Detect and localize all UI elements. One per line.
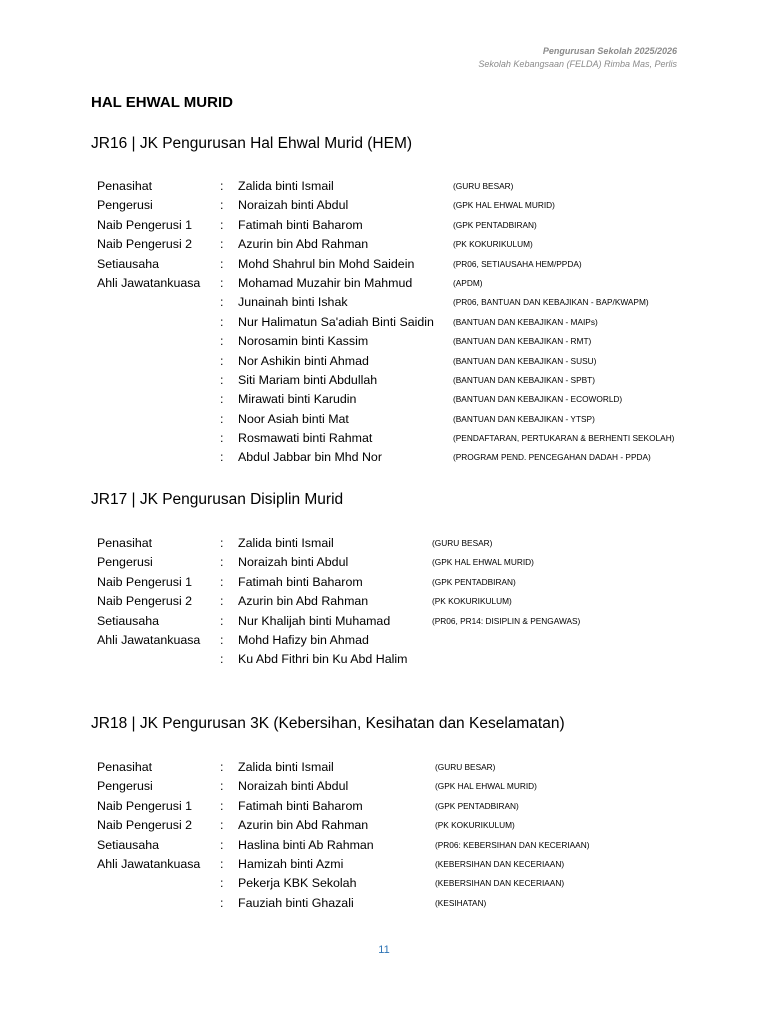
member-name: Nor Ashikin binti Ahmad [238, 353, 369, 368]
member-row [97, 758, 697, 777]
section-title-jr16: JR16 | JK Pengurusan Hal Ehwal Murid (HEM) [91, 135, 413, 152]
member-name: Zalida binti Ismail [238, 760, 334, 774]
separator-colon: : [220, 256, 224, 271]
separator-colon: : [220, 613, 224, 628]
member-row [97, 352, 697, 371]
member-role: Naib Pengerusi 1 [97, 217, 193, 232]
member-role: Pengerusi [97, 555, 153, 570]
separator-colon: : [220, 353, 224, 368]
separator-colon: : [220, 555, 224, 570]
member-name: Mohd Hafizy bin Ahmad [238, 632, 369, 647]
member-row [97, 313, 697, 332]
member-name: Noor Asiah binti Mat [238, 411, 349, 426]
committee-list-jr16 [97, 177, 697, 468]
member-note: (GPK HAL EHWAL MURID) [435, 781, 537, 792]
separator-colon: : [220, 652, 224, 667]
member-name: Hamizah binti Azmi [238, 856, 344, 871]
separator-colon: : [220, 295, 224, 310]
member-role: Naib Pengerusi 2 [97, 818, 193, 833]
member-name: Siti Mariam binti Abdullah [238, 372, 378, 387]
member-row [97, 177, 697, 196]
section-title-jr17: JR17 | JK Pengurusan Disiplin Murid [91, 491, 344, 508]
committee-list-jr18 [97, 758, 697, 913]
member-note: (PK KOKURIKULUM) [432, 596, 512, 607]
member-role: Pengerusi [97, 779, 153, 794]
separator-colon: : [220, 895, 224, 910]
member-note: (GPK PENTADBIRAN) [432, 576, 516, 587]
member-name: Rosmawati binti Rahmat [238, 431, 373, 446]
member-name: Noraizah binti Abdul [238, 198, 349, 213]
separator-colon: : [220, 818, 224, 833]
member-name: Nur Khalijah binti Muhamad [238, 613, 391, 628]
member-role: Ahli Jawatankuasa [97, 275, 201, 290]
member-row [97, 592, 697, 611]
page-number: 11 [378, 944, 390, 956]
member-name: Pekerja KBK Sekolah [238, 876, 357, 891]
member-row [97, 410, 697, 429]
member-role: Naib Pengerusi 2 [97, 237, 193, 252]
member-row [97, 855, 697, 874]
member-name: Fatimah binti Baharom [238, 217, 363, 232]
member-name: Junainah binti Ishak [238, 295, 348, 310]
member-row [97, 216, 697, 235]
header-subtitle: Sekolah Kebangsaan (FELDA) Rimba Mas, Perlis [478, 59, 677, 69]
member-row [97, 371, 697, 390]
member-row [97, 894, 697, 913]
member-note: (APDM) [453, 277, 483, 288]
member-row [97, 332, 697, 351]
member-note: (BANTUAN DAN KEBAJIKAN - YTSP) [453, 413, 595, 424]
member-role: Naib Pengerusi 1 [97, 798, 193, 813]
member-note: (BANTUAN DAN KEBAJIKAN - MAIPs) [453, 316, 598, 327]
member-role: Setiausaha [97, 256, 160, 271]
member-name: Fatimah binti Baharom [238, 574, 363, 589]
member-name: Ku Abd Fithri bin Ku Abd Halim [238, 652, 408, 667]
member-row [97, 274, 697, 293]
member-row [97, 797, 697, 816]
member-role: Setiausaha [97, 837, 160, 852]
member-note: (PR06, BANTUAN DAN KEBAJIKAN - BAP/KWAPM) [453, 297, 649, 308]
member-row [97, 836, 697, 855]
separator-colon: : [220, 372, 224, 387]
member-note: (GURU BESAR) [432, 538, 493, 548]
member-row [97, 650, 697, 669]
separator-colon: : [220, 314, 224, 329]
member-name: Abdul Jabbar bin Mhd Nor [238, 450, 382, 465]
member-name: Zalida binti Ismail [238, 179, 334, 193]
member-note: (GURU BESAR) [453, 181, 514, 191]
committee-list-jr17 [97, 534, 697, 670]
member-row [97, 534, 697, 553]
member-role: Setiausaha [97, 613, 160, 628]
separator-colon: : [220, 217, 224, 232]
separator-colon: : [220, 334, 224, 349]
member-note: (BANTUAN DAN KEBAJIKAN - ECOWORLD) [453, 394, 623, 405]
member-note: (KEBERSIHAN DAN KECERIAAN) [435, 878, 565, 889]
separator-colon: : [220, 876, 224, 891]
member-name: Mohamad Muzahir bin Mahmud [238, 275, 413, 290]
member-name: Noraizah binti Abdul [238, 779, 349, 794]
separator-colon: : [220, 760, 224, 774]
member-name: Fauziah binti Ghazali [238, 895, 354, 910]
member-row [97, 293, 697, 312]
member-note: (GPK PENTADBIRAN) [453, 219, 537, 230]
member-role: Ahli Jawatankuasa [97, 856, 201, 871]
member-row [97, 816, 697, 835]
member-note: (PR06, SETIAUSAHA HEM/PPDA) [453, 258, 582, 269]
member-name: Mohd Shahrul bin Mohd Saidein [238, 256, 415, 271]
separator-colon: : [220, 574, 224, 589]
separator-colon: : [220, 450, 224, 465]
member-row [97, 631, 697, 650]
separator-colon: : [220, 198, 224, 213]
document-title: HAL EHWAL MURID [91, 94, 233, 111]
member-name: Azurin bin Abd Rahman [238, 237, 369, 252]
member-name: Fatimah binti Baharom [238, 798, 363, 813]
member-note: (GPK HAL EHWAL MURID) [453, 200, 555, 211]
separator-colon: : [220, 594, 224, 609]
member-note: (PR06: KEBERSIHAN DAN KECERIAAN) [435, 839, 590, 850]
member-row [97, 255, 697, 274]
member-name: Azurin bin Abd Rahman [238, 818, 369, 833]
member-note: (PK KOKURIKULUM) [453, 239, 533, 250]
separator-colon: : [220, 392, 224, 407]
separator-colon: : [220, 837, 224, 852]
member-row [97, 777, 697, 796]
member-note: (BANTUAN DAN KEBAJIKAN - SUSU) [453, 355, 597, 366]
member-row [97, 874, 697, 893]
member-name: Nur Halimatun Sa'adiah Binti Saidin [238, 314, 434, 329]
member-role: Ahli Jawatankuasa [97, 632, 201, 647]
member-row [97, 612, 697, 631]
separator-colon: : [220, 856, 224, 871]
member-role: Naib Pengerusi 2 [97, 594, 193, 609]
page-header [478, 45, 677, 71]
member-row [97, 196, 697, 215]
member-name: Noraizah binti Abdul [238, 555, 349, 570]
separator-colon: : [220, 536, 224, 550]
separator-colon: : [220, 632, 224, 647]
member-row [97, 573, 697, 592]
member-name: Zalida binti Ismail [238, 536, 334, 550]
member-note: (BANTUAN DAN KEBAJIKAN - RMT) [453, 336, 592, 347]
member-row [97, 448, 697, 467]
member-role: Penasihat [97, 760, 153, 774]
member-note: (GPK HAL EHWAL MURID) [432, 557, 534, 568]
separator-colon: : [220, 179, 224, 193]
separator-colon: : [220, 431, 224, 446]
member-row [97, 429, 697, 448]
member-note: (GPK PENTADBIRAN) [435, 800, 519, 811]
member-row [97, 390, 697, 409]
member-role: Penasihat [97, 536, 153, 550]
separator-colon: : [220, 275, 224, 290]
section-title-jr18: JR18 | JK Pengurusan 3K (Kebersihan, Kesihatan dan Keselamatan) [91, 715, 565, 732]
member-role: Pengerusi [97, 198, 153, 213]
member-role: Penasihat [97, 179, 153, 193]
header-title: Pengurusan Sekolah 2025/2026 [542, 46, 677, 56]
member-note: (PK KOKURIKULUM) [435, 820, 515, 831]
member-name: Norosamin binti Kassim [238, 334, 369, 349]
member-note: (GURU BESAR) [435, 762, 496, 772]
member-note: (PR06, PR14: DISIPLIN & PENGAWAS) [432, 615, 581, 626]
member-role: Naib Pengerusi 1 [97, 574, 193, 589]
separator-colon: : [220, 798, 224, 813]
separator-colon: : [220, 779, 224, 794]
member-note: (BANTUAN DAN KEBAJIKAN - SPBT) [453, 374, 595, 385]
separator-colon: : [220, 237, 224, 252]
member-note: (KESIHATAN) [435, 897, 487, 908]
member-note: (PROGRAM PEND. PENCEGAHAN DADAH - PPDA) [453, 452, 651, 463]
member-note: (PENDAFTARAN, PERTUKARAN & BERHENTI SEKOLAH) [453, 433, 675, 444]
member-note: (KEBERSIHAN DAN KECERIAAN) [435, 858, 565, 869]
separator-colon: : [220, 411, 224, 426]
member-row [97, 235, 697, 254]
member-name: Haslina binti Ab Rahman [238, 837, 374, 852]
member-row [97, 553, 697, 572]
member-name: Mirawati binti Karudin [238, 392, 357, 407]
member-name: Azurin bin Abd Rahman [238, 594, 369, 609]
